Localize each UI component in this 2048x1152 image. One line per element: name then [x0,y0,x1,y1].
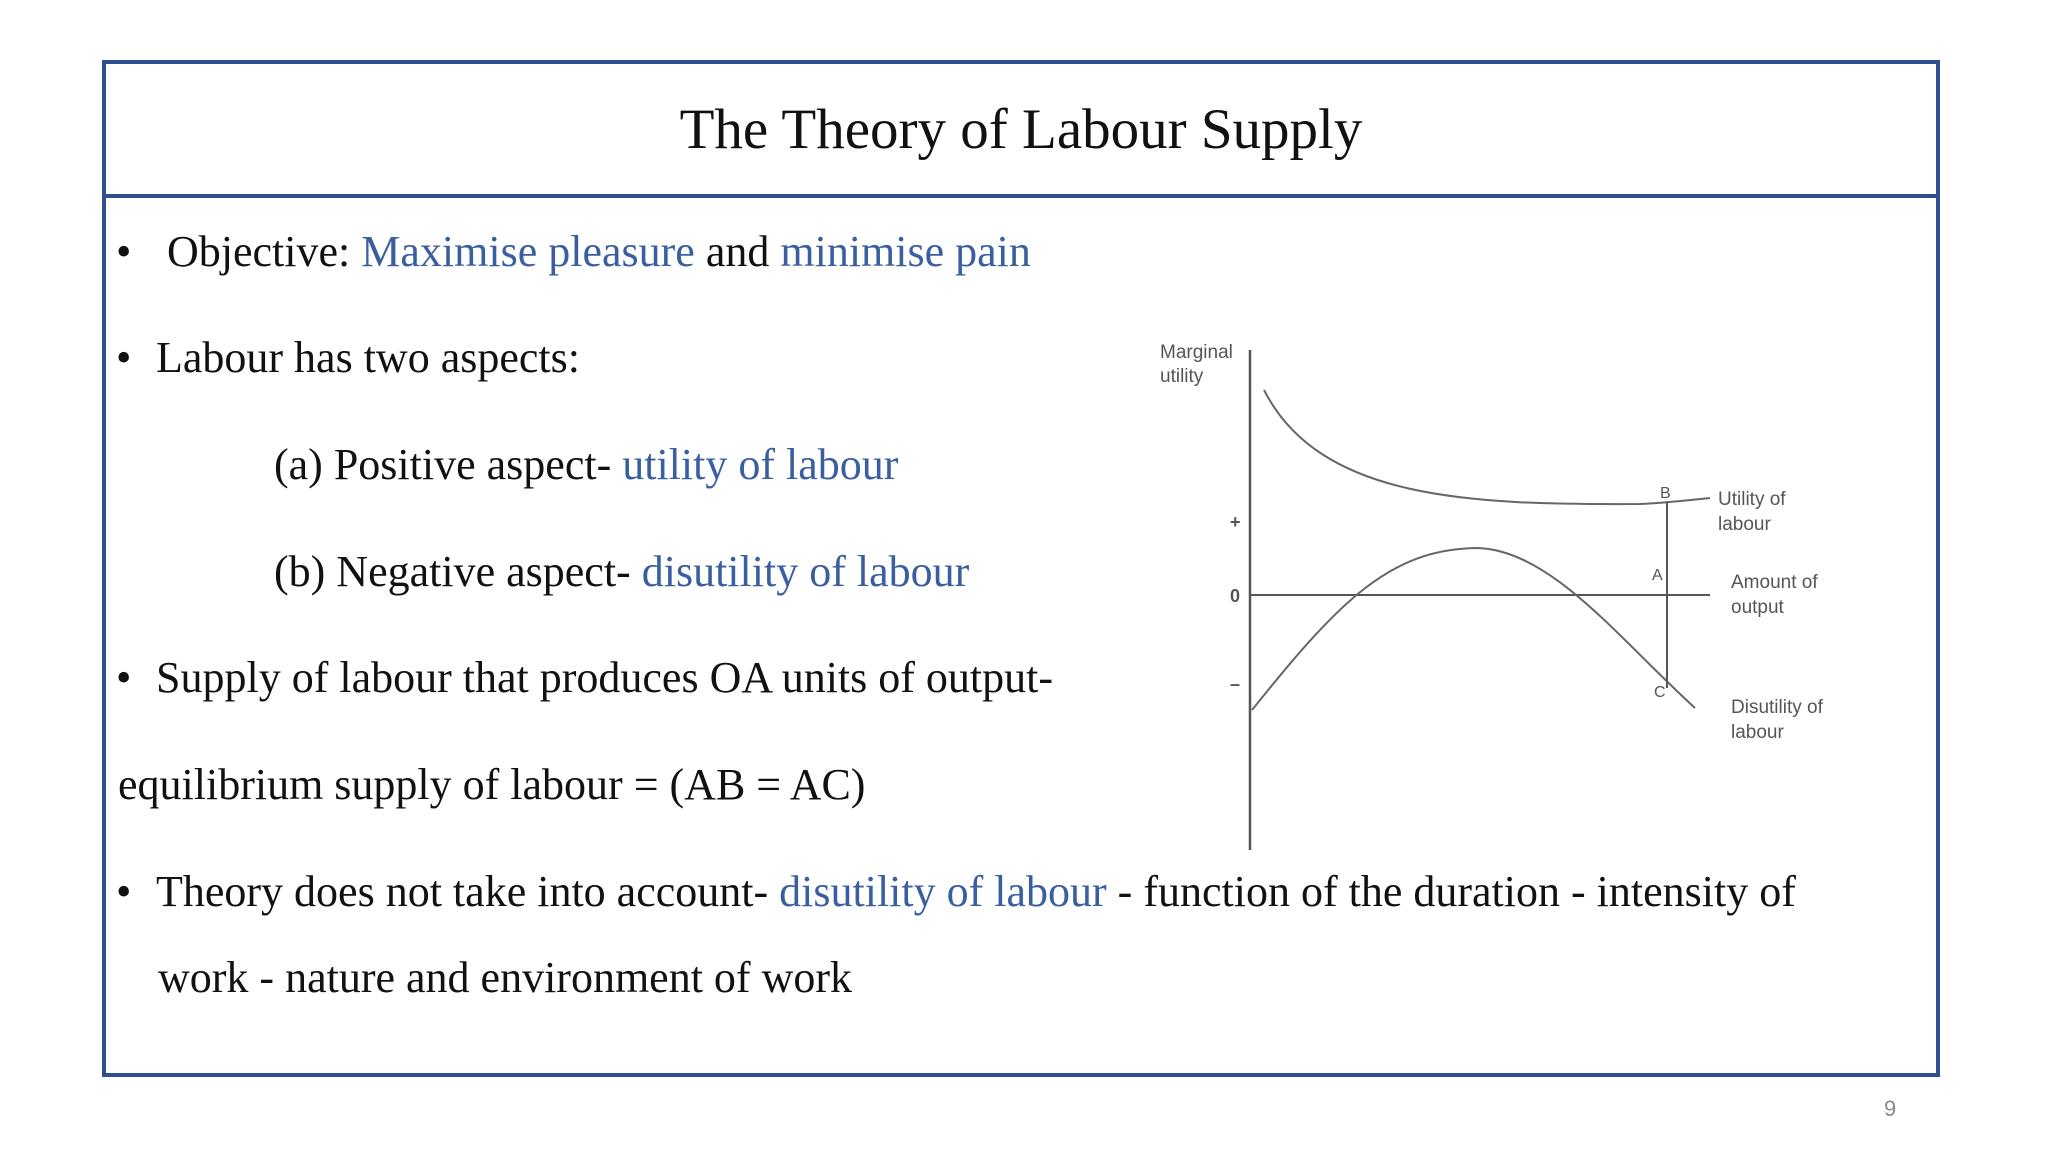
y-axis-label-1: Marginal [1160,342,1233,363]
zero-label: 0 [1230,586,1241,606]
supply-continuation [118,760,866,809]
theory-cont-text: work - nature and environment of work [158,953,853,1002]
aspect-negative-highlight: disutility of labour [641,547,970,596]
bullet-objective [116,227,1031,276]
plus-sign: + [1230,512,1241,532]
disutility-curve [1252,548,1695,710]
aspect-positive-prefix: (a) Positive aspect- [274,440,623,489]
bullet-dot: • [116,333,132,382]
theory-suffix: - function of the duration - intensity of [1106,867,1796,916]
bullet-theory [116,867,1796,916]
disutility-label-1: Disutility of [1731,697,1823,718]
bullet-dot: • [116,867,132,916]
theory-highlight: disutility of labour [779,867,1107,916]
bullet-dot: • [116,653,132,702]
output-label-1: Amount of [1731,572,1818,593]
aspect-positive [274,440,899,489]
objective-prefix: Objective: [156,227,362,276]
aspect-negative-prefix: (b) Negative aspect- [274,547,642,596]
utility-label-2: labour [1718,514,1771,535]
page-number: 9 [1884,1096,1897,1121]
bullet-two-aspects [116,333,580,382]
equilibrium-text: equilibrium supply of labour = (AB = AC) [118,760,866,809]
aspect-negative [274,547,970,596]
objective-highlight-pleasure: Maximise pleasure [361,227,695,276]
aspect-positive-highlight: utility of labour [622,440,899,489]
objective-middle: and [694,227,781,276]
objective-highlight-pain: minimise pain [780,227,1031,276]
point-a-label: A [1652,567,1663,584]
labour-supply-diagram [1150,330,1870,860]
output-label-2: output [1731,597,1784,618]
utility-curve [1264,390,1710,504]
title-bar [106,64,1936,198]
slide-title: The Theory of Labour Supply [679,97,1363,161]
disutility-label-2: labour [1731,722,1784,743]
theory-prefix: Theory does not take into account- [156,867,780,916]
bullet-supply [116,653,1054,702]
supply-text: Supply of labour that produces OA units of output- [156,653,1054,702]
bullet-dot: • [116,227,132,276]
point-b-label: B [1660,485,1671,502]
utility-label-1: Utility of [1718,489,1786,510]
theory-continuation [158,953,853,1002]
two-aspects-text: Labour has two aspects: [156,333,580,382]
minus-sign: – [1230,674,1241,694]
point-c-label: C [1654,684,1666,701]
y-axis-label-2: utility [1160,366,1204,387]
